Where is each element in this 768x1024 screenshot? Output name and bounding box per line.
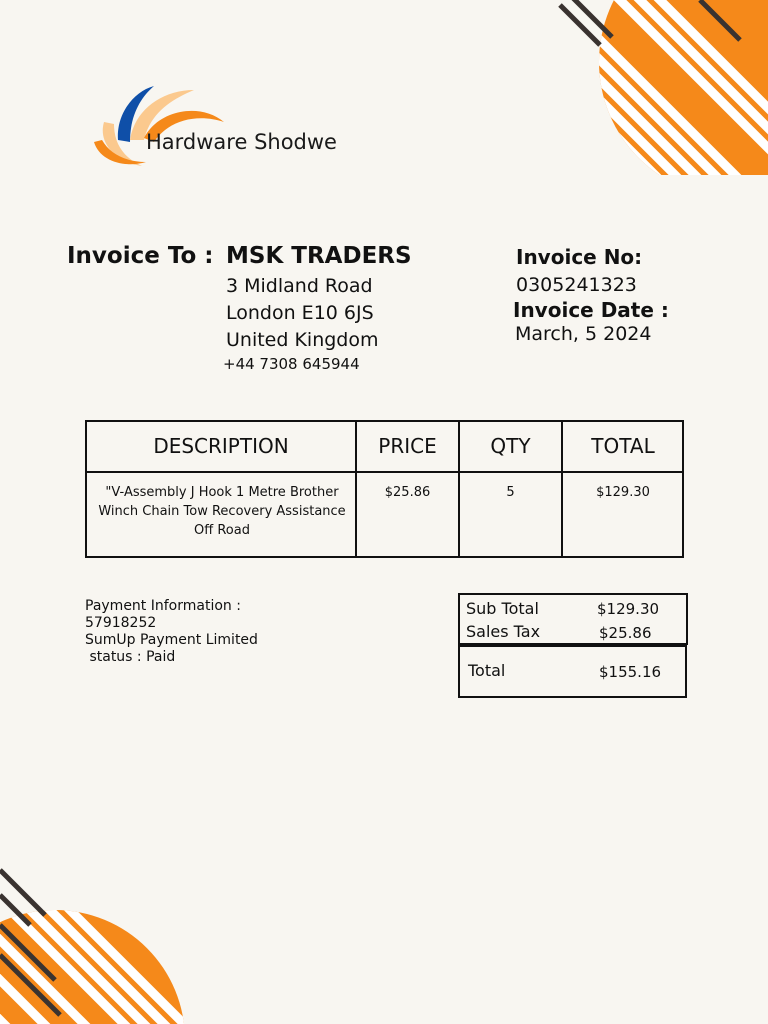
invoice-number: 0305241323: [516, 274, 637, 296]
payment-reference: 57918252: [85, 615, 157, 631]
address-line-2: London E10 6JS: [226, 302, 374, 324]
client-name: MSK TRADERS: [226, 243, 412, 269]
top-right-decoration: [540, 0, 768, 175]
invoice-number-label: Invoice No:: [516, 245, 643, 269]
invoice-date: March, 5 2024: [515, 323, 652, 345]
item-qty: 5: [506, 485, 515, 500]
sales-tax-label: Sales Tax: [466, 622, 541, 641]
subtotal-value: $129.30: [597, 600, 660, 618]
payment-info: [85, 598, 258, 666]
header-price: PRICE: [378, 434, 437, 458]
invoice-to-label: Invoice To :: [67, 243, 214, 269]
invoice-date-label: Invoice Date :: [513, 298, 669, 322]
total-box: [458, 645, 687, 698]
subtotal-label: Sub Total: [466, 599, 539, 618]
company-name: Hardware Shodwe: [146, 130, 337, 154]
header-description: DESCRIPTION: [153, 434, 289, 458]
item-description: "V-Assembly J Hook 1 Metre Brother Winch Chain Tow Recovery Assistance Off Road: [98, 485, 346, 538]
payment-provider: SumUp Payment Limited: [85, 632, 258, 648]
client-phone: +44 7308 645944: [223, 355, 360, 373]
item-price: $25.86: [384, 485, 431, 500]
items-table: [85, 420, 684, 558]
header-total: TOTAL: [591, 434, 655, 458]
subtotal-box: [458, 593, 688, 645]
payment-status: status : Paid: [85, 649, 176, 665]
address-line-3: United Kingdom: [226, 329, 379, 351]
total-label: Total: [468, 661, 506, 680]
total-value: $155.16: [599, 663, 662, 681]
header-divider: [87, 471, 682, 473]
item-total: $129.30: [596, 485, 650, 500]
sales-tax-value: $25.86: [599, 624, 652, 642]
payment-info-label: Payment Information :: [85, 598, 241, 614]
address-line-1: 3 Midland Road: [226, 275, 373, 297]
bottom-left-decoration: [0, 860, 200, 1024]
header-qty: QTY: [490, 434, 531, 458]
swoosh-logo-icon: [90, 82, 230, 172]
